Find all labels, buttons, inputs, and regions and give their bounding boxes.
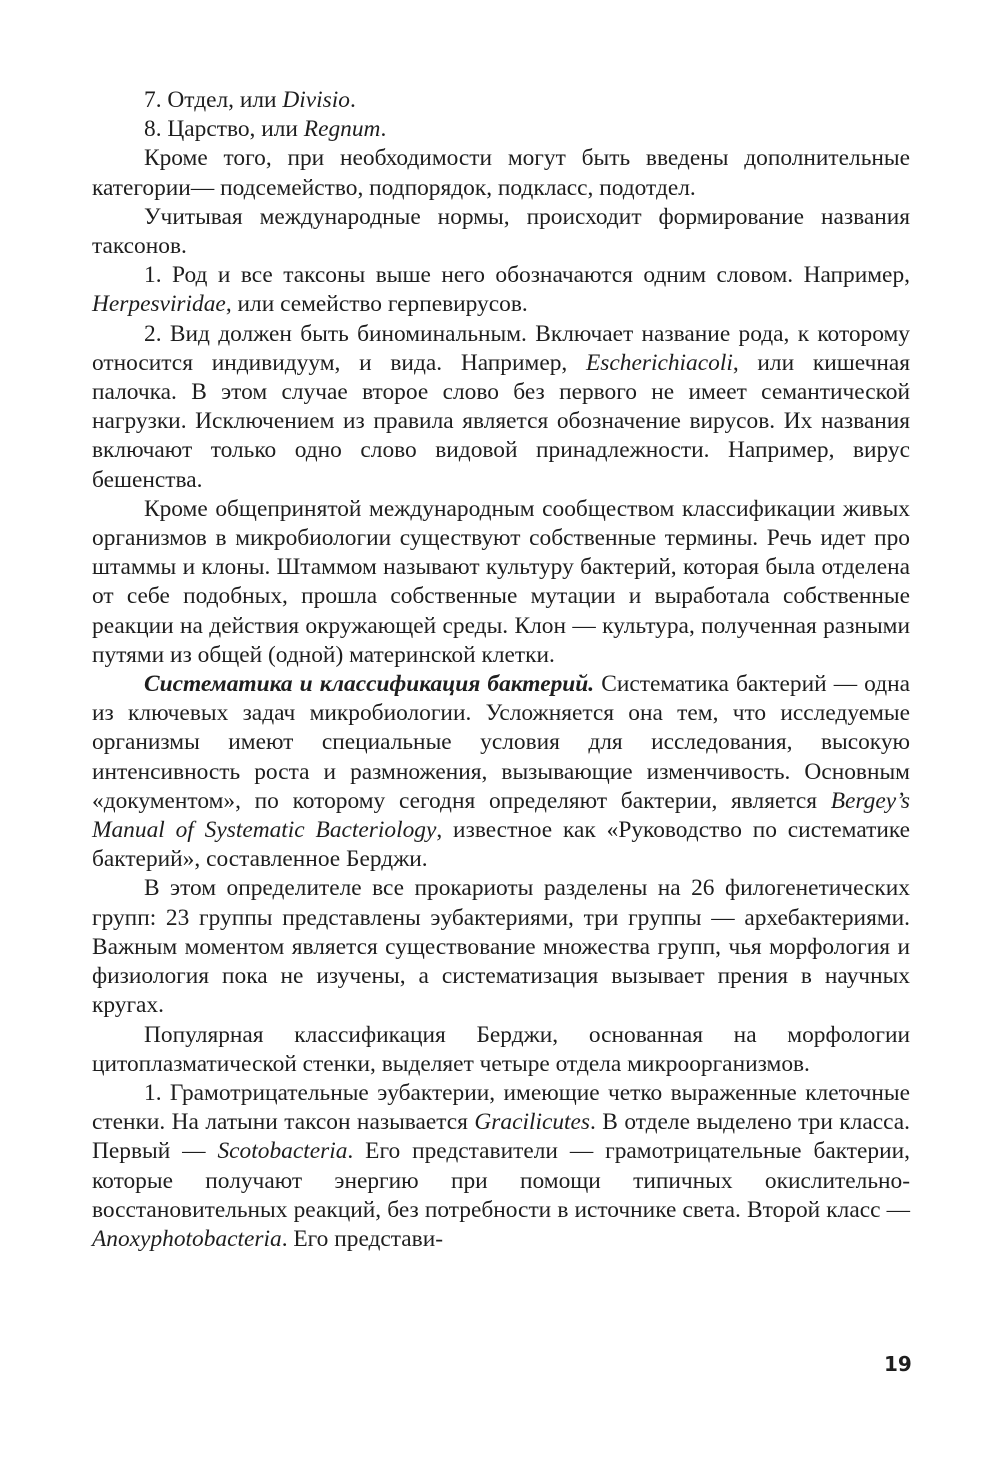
latin-term: Regnum: [303, 116, 381, 143]
section-heading: Систематика и классификация бактерий.: [144, 671, 595, 698]
paragraph: [92, 115, 910, 144]
text-run: Учитывая международные нормы, происходит формирование названия таксонов.: [92, 203, 910, 260]
text-run: 1. Грамотрицательные эубактерии, имеющие четко выраженные клеточные стенки. На латыни таксон называется: [92, 1079, 910, 1136]
text-run: 8. Царство, или: [144, 116, 304, 143]
paragraph: [92, 203, 910, 261]
latin-term: Herpesviridae: [92, 291, 226, 318]
text-run: Кроме того, при необходимости могут быть введены дополнительные категории— подсемейство, подпорядок, подкласс, подотдел.: [92, 145, 910, 201]
text-run: 1. Род и все таксоны выше него обозначаются одним словом. Например,: [144, 262, 910, 289]
text-run: Кроме общепринятой международным сообществом классификации живых организмов в микробиологии существуют собственные термины. Речь идет про штаммы и клоны. Штаммом называют культуру бактерий, которая была отделена от себе подобных, прошла собственные мутации и выработала собственные реакции на действия окружающей среды. Клон — культура, полученная разными путями из общей (одной) материнской клетки.: [92, 495, 910, 668]
paragraph: [92, 86, 910, 115]
text-run: .: [349, 87, 356, 113]
text-run: , или семейство герпевирусов.: [225, 291, 528, 318]
text-run: .: [380, 116, 387, 143]
paragraph: [92, 1021, 910, 1079]
page-body: [92, 86, 910, 1254]
paragraph: [92, 670, 910, 874]
paragraph: [92, 261, 910, 319]
text-run: 7. Отдел, или: [144, 87, 283, 113]
latin-term: Gracilicutes: [474, 1109, 591, 1136]
latin-term: Anoxyphotobacteria: [92, 1225, 282, 1252]
text-run: 2. Вид должен быть биноминальным. Включает название рода, к которому относится индивидуум, и вида. Например,: [92, 320, 910, 376]
text-run: . Его представи-: [281, 1225, 444, 1252]
text-run: . Его представители — грамотрицательные бактерии, которые получают энергию при помощи типичных окислительно-восстановительных реакций, без потребности в источнике света. Второй класс —: [92, 1138, 910, 1223]
page-number: 19: [884, 1352, 912, 1376]
latin-term: Bergey’s Manual of Systematic Bacteriology: [92, 787, 910, 844]
latin-term: Scotobacteria: [217, 1138, 348, 1165]
paragraph: [92, 874, 910, 1020]
paragraph: [92, 1079, 910, 1254]
text-run: В этом определителе все прокариоты разделены на 26 филогенетических групп: 23 группы представлены эубактериями, три группы — архебактериями. Важным моментом является существование множества групп, чья морфология и физиология пока не изучены, а систематизация вызывает прения в научных кругах.: [92, 875, 910, 1019]
text-run: Популярная классификация Берджи, основанная на морфологии цитоплазматической стенки, выделяет четыре отдела микроорганизмов.: [92, 1021, 910, 1077]
paragraph: [92, 495, 910, 670]
latin-term: Divisio: [282, 87, 350, 113]
text-run: , или кишечная палочка. В этом случае второе слово без первого не имеет семантической нагрузки. Исключением из правила является обозначение вирусов. Их названия включают только одно слово видовой принадлежности. Например, вирус бешенства.: [92, 349, 910, 493]
latin-term: Escherichiacoli: [586, 349, 733, 376]
text-run: , известное как «Руководство по систематике бактерий», составленное Берджи.: [92, 817, 911, 873]
paragraph: [92, 144, 910, 202]
text-run: Систематика бактерий — одна из ключевых задач микробиологии. Усложняется она тем, что исследуемые организмы имеют специальные условия для исследования, высокую интенсивность роста и размножения, вызывающие изменчивость. Основным «документом», по которому сегодня определяют бактерии, является: [92, 671, 910, 814]
text-run: . В отделе выделено три класса. Первый —: [92, 1109, 910, 1165]
paragraph: [92, 320, 910, 495]
